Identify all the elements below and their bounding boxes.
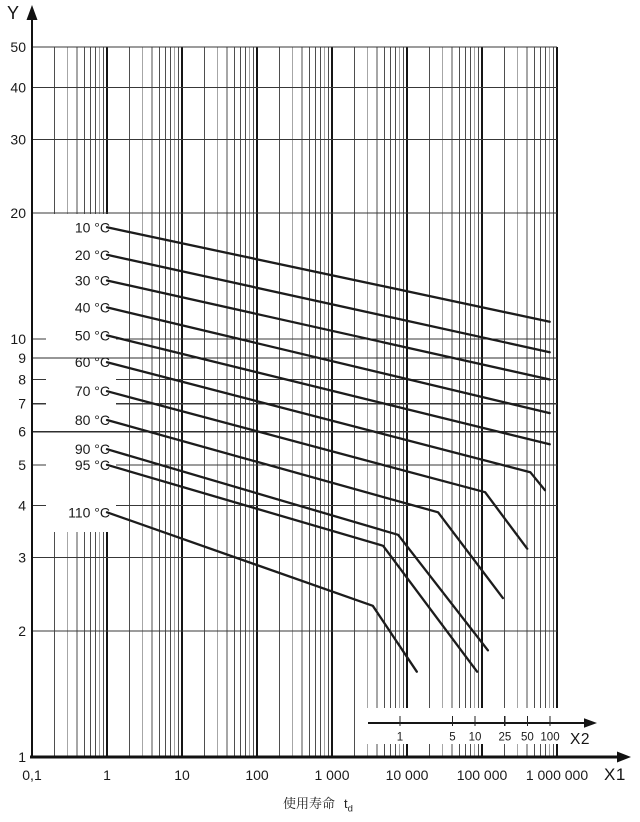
- y-tick-label-7: 7: [18, 395, 26, 412]
- x1-tick-label-0.1: 0,1: [22, 767, 42, 783]
- y-tick-label-1: 1: [18, 749, 26, 765]
- curve-label-110c: 110 °C: [68, 504, 110, 521]
- curve-label-40c: 40 °C: [74, 299, 110, 316]
- curve-80c: [107, 420, 503, 598]
- x2-tick-label-25: 25: [498, 731, 512, 744]
- y-axis-name: Y: [7, 3, 20, 23]
- curve-label-20c: 20 °C: [74, 246, 110, 263]
- curve-110c: [107, 512, 417, 671]
- y-tick-label-9: 9: [18, 350, 26, 367]
- x1-tick-label-10: 10: [174, 767, 190, 783]
- curve-label-30c: 30 °C: [74, 272, 110, 289]
- y-tick-label-10: 10: [10, 331, 26, 347]
- x1-tick-label-1000: 1 000: [314, 767, 350, 783]
- caption-symbol: t: [344, 796, 348, 811]
- x1-tick-label-10000: 10 000: [385, 767, 429, 783]
- y-tick-label-3: 3: [18, 549, 26, 566]
- y-tick-label-8: 8: [18, 371, 26, 388]
- y-tick-label-4: 4: [18, 497, 26, 514]
- x1-tick-label-1000000: 1 000 000: [525, 767, 589, 783]
- y-tick-label-2: 2: [18, 623, 26, 640]
- caption-subscript: d: [347, 803, 353, 815]
- curve-label-60c: 60 °C: [74, 354, 110, 371]
- curve-95c: [107, 465, 477, 672]
- y-tick-label-5: 5: [18, 456, 26, 473]
- y-tick-label-50: 50: [10, 38, 26, 55]
- y-tick-label-40: 40: [10, 79, 26, 96]
- x-axis-caption: [238, 793, 398, 815]
- y-tick-label-30: 30: [10, 131, 26, 148]
- y-axis-arrowhead: [27, 5, 38, 20]
- x1-tick-label-1: 1: [103, 767, 111, 783]
- curve-label-70c: 70 °C: [74, 383, 110, 400]
- curve-90c: [107, 449, 488, 650]
- curve-label-10c: 10 °C: [74, 219, 110, 236]
- y-tick-label-20: 20: [10, 205, 26, 222]
- x2-tick-label-5: 5: [449, 731, 456, 744]
- curve-label-90c: 90 °C: [74, 441, 110, 458]
- y-tick-label-6: 6: [18, 423, 26, 440]
- x2-tick-label-10: 10: [468, 731, 482, 744]
- x2-tick-label-50: 50: [521, 731, 534, 744]
- x2-axis-name: X2: [570, 731, 590, 748]
- curve-label-80c: 80 °C: [74, 412, 110, 429]
- caption-text: 使用寿命: [283, 796, 336, 811]
- curve-label-50c: 50 °C: [74, 327, 110, 344]
- x1-tick-label-100: 100: [245, 767, 269, 783]
- x2-tick-label-1: 1: [396, 731, 404, 744]
- x1-axis-name: X1: [604, 765, 626, 784]
- x1-tick-label-100000: 100 000: [456, 767, 508, 783]
- x2-tick-label-100: 100: [540, 731, 560, 744]
- curve-label-95c: 95 °C: [74, 456, 110, 473]
- x1-axis-arrowhead: [617, 752, 631, 763]
